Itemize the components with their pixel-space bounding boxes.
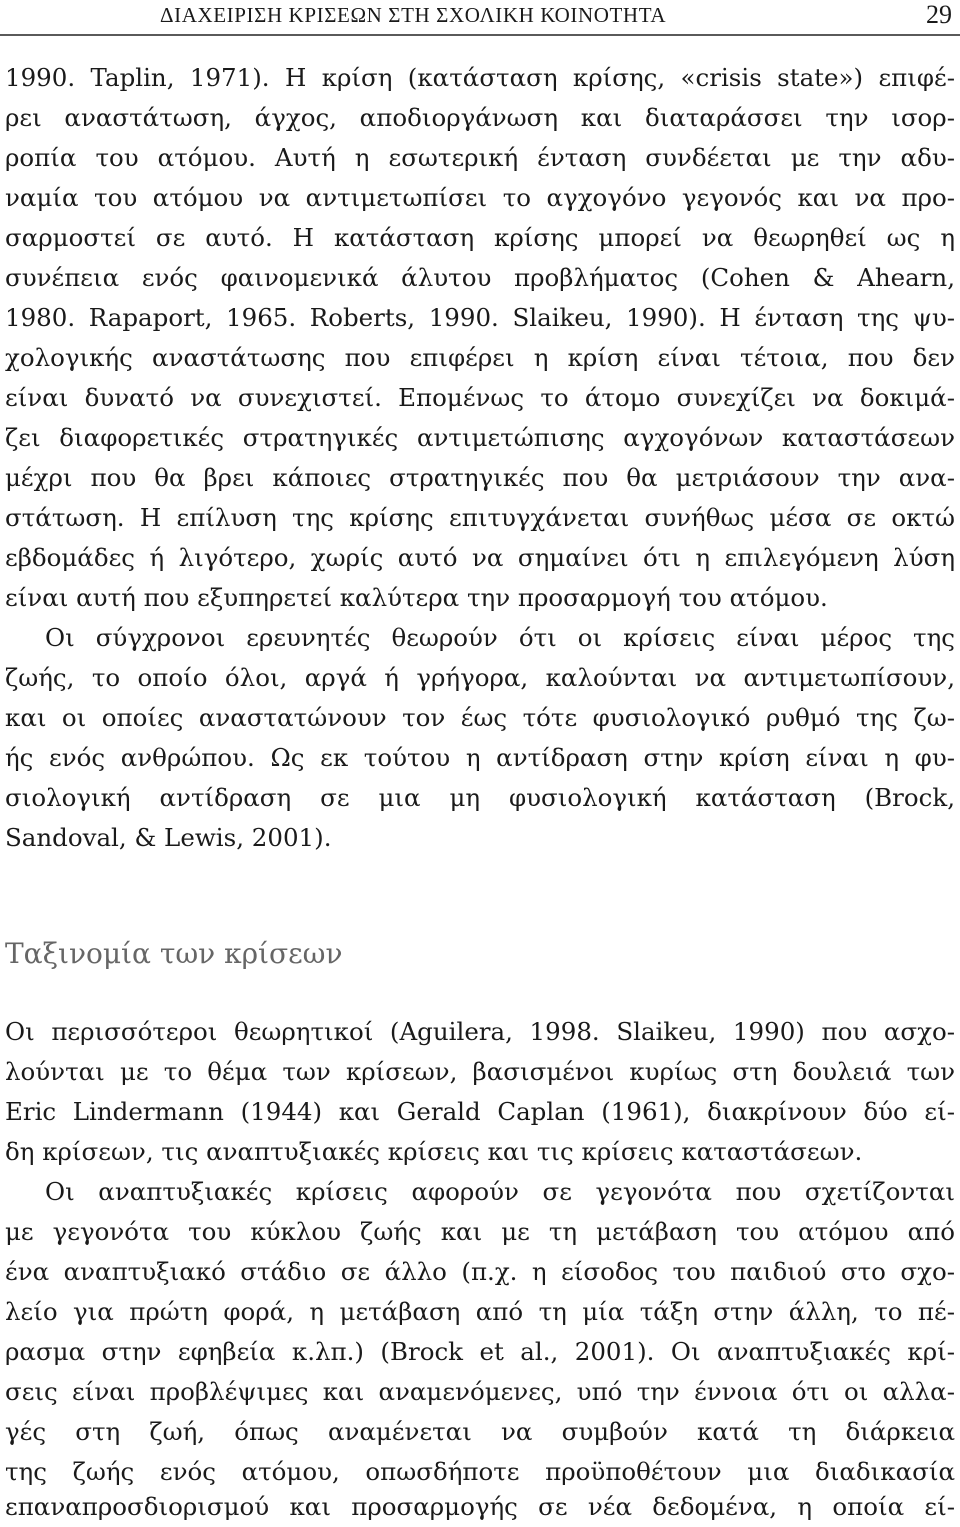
text-line: στάτωση. Η επίλυση της κρίσης επιτυγχάνεται συνήθως μέσα σε οκτώ — [5, 503, 955, 532]
text-line: εβδομάδες ή λιγότερο, χωρίς αυτό να σημαίνει ότι η επιλεγόμενη λύση — [5, 543, 955, 572]
running-header-title: ΔΙΑΧΕΙΡΙΣΗ ΚΡΙΣΕΩΝ ΣΤΗ ΣΧΟΛΙΚΗ ΚΟΙΝΟΤΗΤΑ — [160, 3, 667, 27]
text-line: ζει διαφορετικές στρατηγικές αντιμετώπισης αγχογόνων καταστάσεων — [5, 423, 955, 452]
text-line: ζωής, το οποίο όλοι, αργά ή γρήγορα, καλούνται να αντιμετωπίσουν, — [5, 663, 955, 692]
text-line: επαναπροσδιορισμού και προσαρμογής σε νέα δεδομένα, η οποία εί- — [5, 1492, 955, 1521]
text-line: της ζωής ενός ατόμου, οπωσδήποτε προϋποθέτουν μια διαδικασία — [5, 1457, 955, 1486]
text-line: Οι περισσότεροι θεωρητικοί (Aguilera, 1998. Slaikeu, 1990) που ασχο- — [5, 1017, 955, 1046]
text-line: ένα αναπτυξιακό στάδιο σε άλλο (π.χ. η είσοδος του παιδιού στο σχο- — [5, 1257, 955, 1286]
text-line: σαρμοστεί σε αυτό. Η κατάσταση κρίσης μπορεί να θεωρηθεί ως η — [5, 223, 955, 252]
section-heading: Ταξινομία των κρίσεων — [5, 937, 343, 970]
text-line: χολογικής αναστάτωσης που επιφέρει η κρίση είναι τέτοια, που δεν — [5, 343, 955, 372]
text-line: ής ενός ανθρώπου. Ως εκ τούτου η αντίδραση στην κρίση είναι η φυ- — [5, 743, 955, 772]
text-line: λούνται με το θέμα των κρίσεων, βασισμένοι κυρίως στη δουλειά των — [5, 1057, 955, 1086]
text-line: γές στη ζωή, όπως αναμένεται να συμβούν κατά τη διάρκεια — [5, 1417, 955, 1446]
text-line: Οι σύγχρονοι ερευνητές θεωρούν ότι οι κρίσεις είναι μέρος της — [45, 623, 955, 652]
text-line: σεις είναι προβλέψιμες και αναμενόμενες, υπό την έννοια ότι οι αλλα- — [5, 1377, 955, 1406]
text-line: με γεγονότα του κύκλου ζωής και με τη μετάβαση του ατόμου από — [5, 1217, 955, 1246]
header-rule — [0, 34, 960, 36]
text-line: ρασμα στην εφηβεία κ.λπ.) (Brock et al., 2001). Οι αναπτυξιακές κρί- — [5, 1337, 955, 1366]
text-line: είναι αυτή που εξυπηρετεί καλύτερα την προσαρμογή του ατόμου. — [5, 583, 828, 612]
text-line: σιολογική αντίδραση σε μια μη φυσιολογική κατάσταση (Brock, — [5, 783, 955, 812]
text-line: συνέπεια ενός φαινομενικά άλυτου προβλήματος (Cohen & Ahearn, — [5, 263, 955, 292]
text-line: 1980. Rapaport, 1965. Roberts, 1990. Slaikeu, 1990). Η ένταση της ψυ- — [5, 303, 955, 332]
text-line: μέχρι που θα βρει κάποιες στρατηγικές που θα μετριάσουν την ανα- — [5, 463, 955, 492]
text-line: ροπία του ατόμου. Αυτή η εσωτερική ένταση συνδέεται με την αδυ- — [5, 143, 955, 172]
page-number: 29 — [926, 0, 952, 29]
text-line: ρει αναστάτωση, άγχος, αποδιοργάνωση και διαταράσσει την ισορ- — [5, 103, 955, 132]
text-line: είναι δυνατό να συνεχιστεί. Επομένως το άτομο συνεχίζει να δοκιμά- — [5, 383, 955, 412]
text-line: δη κρίσεων, τις αναπτυξιακές κρίσεις και τις κρίσεις καταστάσεων. — [5, 1137, 863, 1166]
text-line: και οι οποίες αναστατώνουν τον έως τότε φυσιολογικό ρυθμό της ζω- — [5, 703, 955, 732]
text-line: Sandoval, & Lewis, 2001). — [5, 823, 332, 852]
text-line: Οι αναπτυξιακές κρίσεις αφορούν σε γεγονότα που σχετίζονται — [45, 1177, 955, 1206]
text-line: Eric Lindermann (1944) και Gerald Caplan (1961), διακρίνουν δύο εί- — [5, 1097, 955, 1126]
text-line: λείο για πρώτη φορά, η μετάβαση από τη μία τάξη στην άλλη, το πέ- — [5, 1297, 955, 1326]
text-line: 1990. Taplin, 1971). Η κρίση (κατάσταση κρίσης, «crisis state») επιφέ- — [5, 63, 955, 92]
running-header — [0, 0, 960, 32]
text-line: ναμία του ατόμου να αντιμετωπίσει το αγχογόνο γεγονός και να προ- — [5, 183, 955, 212]
